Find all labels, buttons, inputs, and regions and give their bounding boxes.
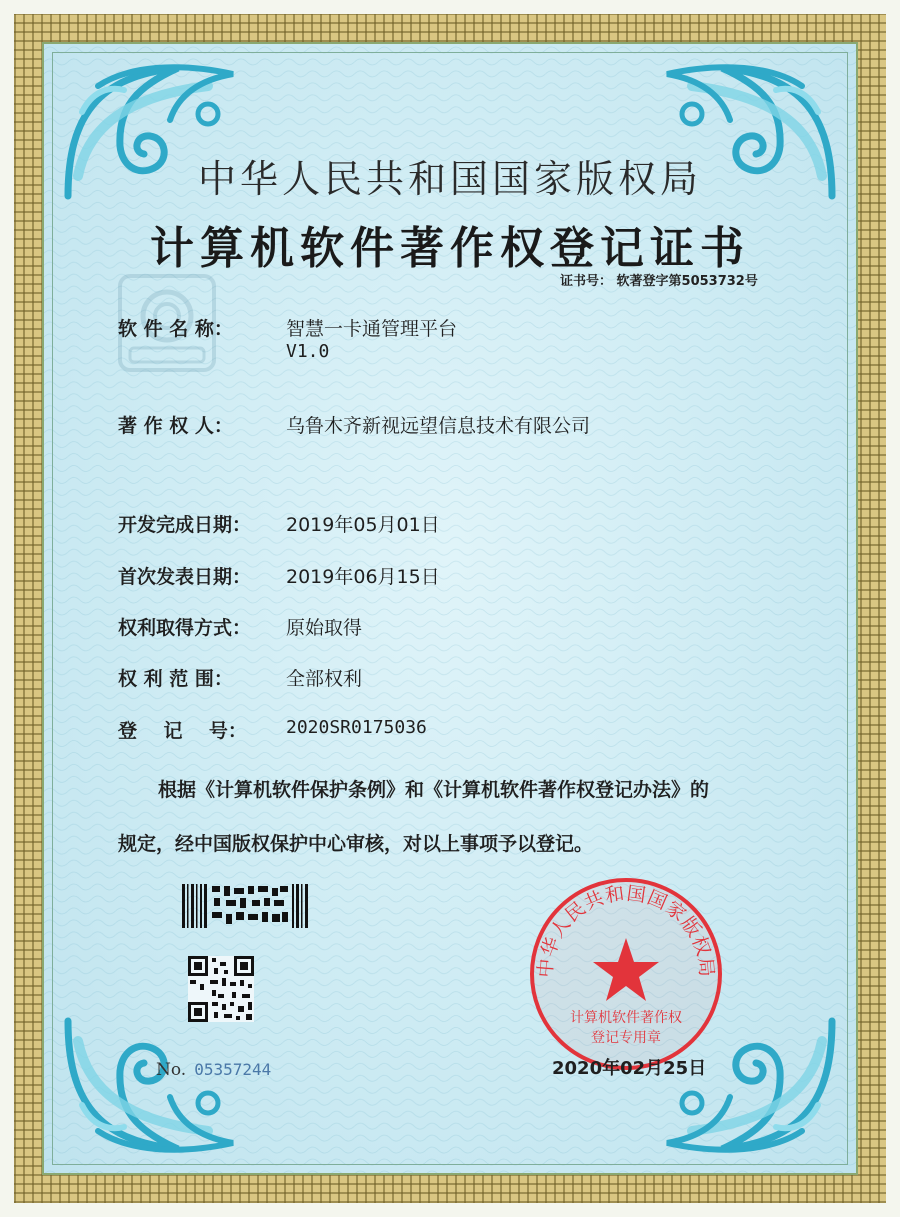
software-version-value: V1.0: [286, 341, 330, 362]
completion-date-value: 2019年05月01日: [286, 514, 440, 536]
seal-inner-line-1: 计算机软件著作权: [570, 1010, 682, 1026]
statement-line-2: 规定，经中国版权保护中心审核，对以上事项予以登记。: [118, 833, 594, 855]
copyright-owner-value: 乌鲁木齐新视远望信息技术有限公司: [286, 415, 591, 437]
statement-line-1: 根据《计算机软件保护条例》和《计算机软件著作权登记办法》的: [158, 779, 710, 801]
seal-ring-text: 中华人民共和国国家版权局: [534, 882, 718, 979]
publication-date-label: 首次发表日期：: [118, 566, 252, 588]
issuer-name: 中华人民共和国国家版权局: [197, 157, 702, 201]
seal-inner-line-2: 登记专用章: [591, 1030, 661, 1046]
registration-number-label: 登 记 号：: [118, 720, 247, 742]
corner-ornament-icon: [58, 1011, 248, 1161]
acquisition-method-value: 原始取得: [286, 617, 363, 639]
copyright-owner-label: 著 作 权 人：: [118, 415, 233, 437]
serial-prefix: No.: [156, 1060, 187, 1080]
rights-scope-value: 全部权利: [286, 668, 363, 690]
serial-number-value: 05357244: [194, 1060, 272, 1079]
barcode-icon: [182, 884, 310, 928]
software-name-value: 智慧一卡通管理平台: [286, 318, 458, 340]
software-name-label: 软 件 名 称：: [118, 318, 233, 340]
qr-code-icon: [188, 956, 254, 1022]
official-seal-icon: [528, 876, 724, 1072]
serial-number: [156, 1060, 271, 1080]
acquisition-method-label: 权利取得方式：: [118, 617, 252, 639]
registration-number-value: 2020SR0175036: [286, 717, 427, 738]
publication-date-value: 2019年06月15日: [286, 566, 440, 588]
certificate-title: 计算机软件著作权登记证书: [150, 223, 750, 274]
issue-date: 2020年02月25日: [552, 1058, 707, 1079]
certificate-number: 证书号： 软著登字第5053732号: [560, 274, 758, 289]
rights-scope-label: 权 利 范 围：: [118, 668, 233, 690]
completion-date-label: 开发完成日期：: [118, 514, 252, 536]
